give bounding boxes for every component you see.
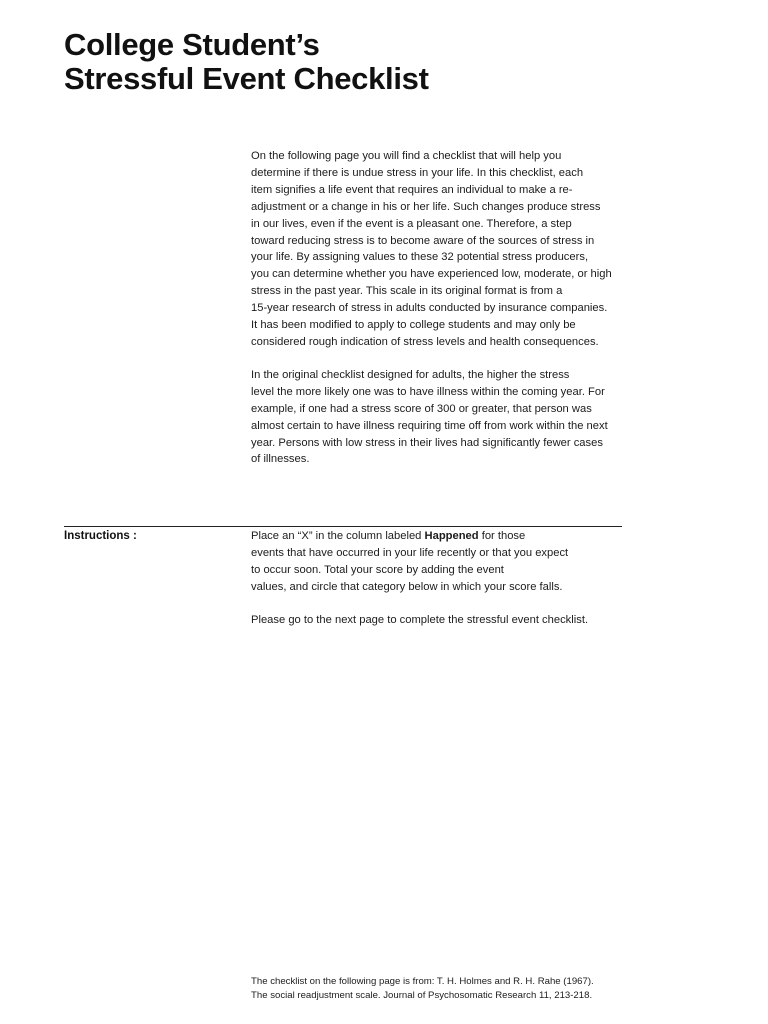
intro-text: [251, 148, 623, 468]
text-line: determine if there is undue stress in your life. In this checklist, each: [251, 166, 584, 179]
text-line: adjustment or a change in his or her life. Such changes produce stress: [251, 200, 601, 213]
text-line: On the following page you will find a checklist that will help you: [251, 150, 562, 162]
text-line: you can determine whether you have experienced low, moderate, or high: [251, 268, 612, 281]
happened-label: Happened: [424, 530, 479, 542]
section-divider: [64, 526, 622, 527]
text-line: year. Persons with low stress in their lives had significantly fewer cases: [251, 436, 603, 449]
text-line: of illnesses.: [251, 453, 310, 466]
instructions-line-1: [251, 528, 623, 545]
title-line-2: Stressful Event Checklist: [64, 61, 429, 96]
page-title: [64, 28, 429, 96]
text-line: your life. By assigning values to these 32 potential stress producers,: [251, 251, 589, 264]
text-line: toward reducing stress is to become aware of the sources of stress in: [251, 234, 595, 247]
text-line: stress in the past year. This scale in its original format is from a: [251, 285, 563, 298]
text-line: to occur soon. Total your score by adding the event: [251, 563, 504, 576]
text-line: It has been modified to apply to college students and may only be: [251, 319, 576, 332]
instructions-line-1-end: for those: [478, 530, 526, 542]
citation-line-1: The checklist on the following page is from: T. H. Holmes and R. H. Rahe (1967).: [251, 976, 594, 987]
next-page-note: Please go to the next page to complete the stressful event checklist.: [251, 613, 589, 626]
text-line: example, if one had a stress score of 300 or greater, that person was: [251, 402, 592, 415]
title-line-1: College Student’s: [64, 27, 320, 62]
citation-footer: [251, 975, 651, 1003]
intro-paragraph-1: [251, 148, 623, 351]
text-line: values, and circle that category below in which your score falls.: [251, 580, 563, 593]
instructions-text: [251, 528, 623, 629]
text-line: almost certain to have illness requiring time off from work within the next: [251, 419, 608, 432]
text-line: In the original checklist designed for adults, the higher the stress: [251, 368, 570, 381]
text-line: 15-year research of stress in adults conducted by insurance companies.: [251, 302, 608, 315]
intro-paragraph-2: [251, 367, 623, 468]
instructions-paragraph: [251, 528, 623, 596]
instructions-label: Instructions :: [64, 530, 137, 542]
text-line: level the more likely one was to have illness within the coming year. For: [251, 385, 605, 398]
text-line: events that have occurred in your life recently or that you expect: [251, 546, 569, 559]
instructions-line-1-start: Place an “X” in the column labeled: [251, 530, 425, 542]
text-line: in our lives, even if the event is a pleasant one. Therefore, a step: [251, 217, 572, 230]
text-line: considered rough indication of stress levels and health consequences.: [251, 335, 599, 348]
citation-line-2: The social readjustment scale. Journal of Psychosomatic Research 11, 213-218.: [251, 990, 593, 1001]
text-line: item signifies a life event that requires an individual to make a re-: [251, 183, 573, 196]
